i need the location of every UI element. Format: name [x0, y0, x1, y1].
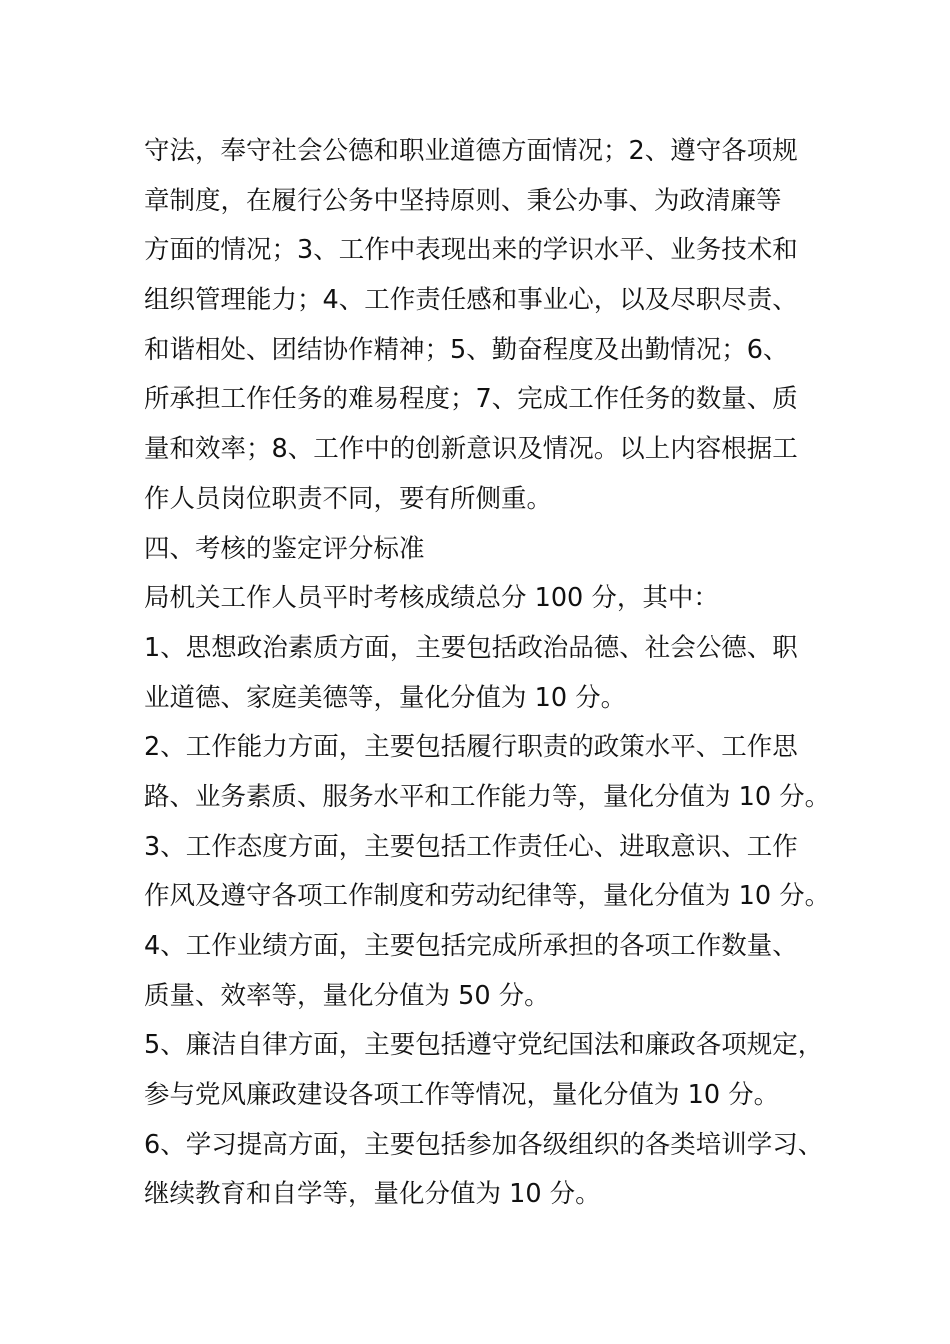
list-item-line: 路、业务素质、服务水平和工作能力等，量化分值为 10 分。 — [144, 781, 831, 812]
list-item-line: 业道德、家庭美德等，量化分值为 10 分。 — [144, 682, 627, 713]
list-item-line: 6、学习提高方面，主要包括参加各级组织的各类培训学习、 — [144, 1129, 824, 1160]
list-item-line: 作风及遵守各项工作制度和劳动纪律等，量化分值为 10 分。 — [144, 881, 831, 912]
list-item-line: 质量、效率等，量化分值为 50 分。 — [144, 980, 550, 1011]
paragraph-line: 和谐相处、团结协作精神；5、勤奋程度及出勤情况；6、 — [144, 334, 789, 365]
list-item-line: 3、工作态度方面，主要包括工作责任心、进取意识、工作 — [144, 831, 798, 862]
paragraph-line: 方面的情况；3、工作中表现出来的学识水平、业务技术和 — [144, 235, 798, 266]
paragraph-line: 章制度，在履行公务中坚持原则、秉公办事、为政清廉等 — [144, 185, 782, 216]
list-item-line: 继续教育和自学等，量化分值为 10 分。 — [144, 1179, 601, 1210]
document-body — [144, 127, 844, 1220]
paragraph-line: 局机关工作人员平时考核成绩总分 100 分，其中： — [144, 583, 719, 614]
paragraph-line: 作人员岗位职责不同，要有所侧重。 — [144, 483, 553, 514]
paragraph-line: 量和效率；8、工作中的创新意识及情况。以上内容根据工 — [144, 434, 798, 465]
paragraph-line: 组织管理能力；4、工作责任感和事业心，以及尽职尽责、 — [144, 285, 798, 316]
list-item-line: 参与党风廉政建设各项工作等情况，量化分值为 10 分。 — [144, 1080, 780, 1111]
list-item-line: 5、廉洁自律方面，主要包括遵守党纪国法和廉政各项规定， — [144, 1030, 824, 1061]
list-item-line: 2、工作能力方面，主要包括履行职责的政策水平、工作思 — [144, 732, 798, 763]
list-item-line: 1、思想政治素质方面，主要包括政治品德、社会公德、职 — [144, 632, 798, 663]
paragraph-line: 守法，奉守社会公德和职业道德方面情况；2、遵守各项规 — [144, 136, 798, 166]
list-item-line: 4、工作业绩方面，主要包括完成所承担的各项工作数量、 — [144, 931, 798, 961]
paragraph-line: 所承担工作任务的难易程度；7、完成工作任务的数量、质 — [144, 384, 798, 415]
section-heading: 四、考核的鉴定评分标准 — [144, 533, 425, 564]
